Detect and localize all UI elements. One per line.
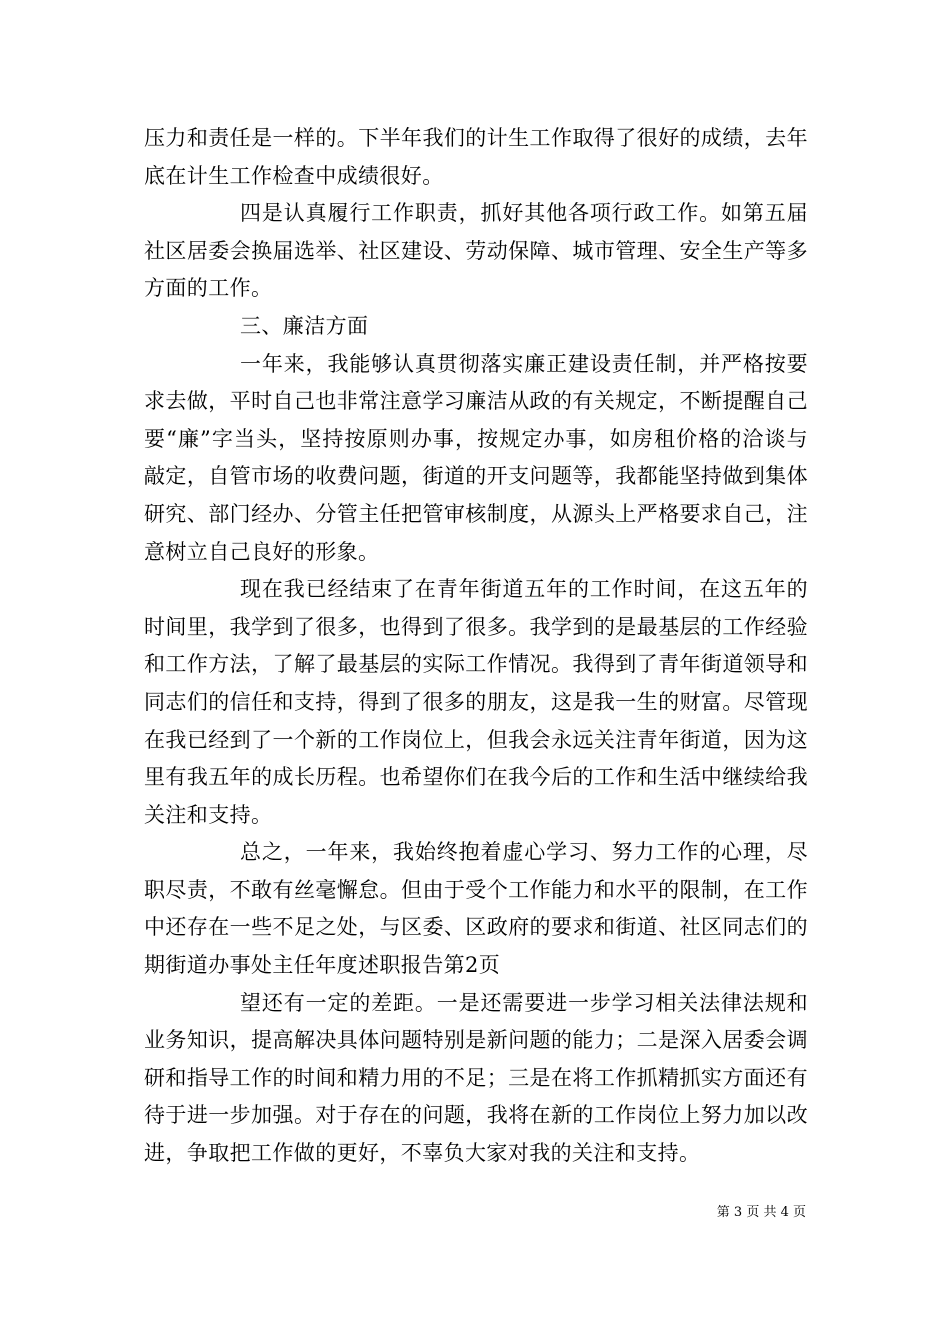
page-number-footer: 第 3 页 共 4 页 (716, 1205, 806, 1220)
paragraph-five-years: 现在我已经结束了在青年街道五年的工作时间，在这五年的时间里，我学到了很多，也得到了很多。我学到的是最基层的工作经验和工作方法，了解了最基层的实际工作情况。我得到了青年街道领导和同志们的信任和支持，得到了很多的朋友，这是我一生的财富。尽管现在我已经到了一个新的工作岗位上，但我会永远关注青年街道，因为这里有我五年的成长历程。也希望你们在我今后的工作和生活中继续给我关注和支持。 (144, 577, 808, 827)
section-heading-integrity: 三、廉洁方面 (240, 313, 369, 338)
document-body (144, 120, 808, 1173)
paragraph-integrity: 一年来，我能够认真贯彻落实廉正建设责任制，并严格按要求去做，平时自己也非常注意学习廉洁从政的有关规定，不断提醒自己要“廉”字当头，坚持按原则办事，按规定办事，如房租价格的洽谈与敲定，自管市场的收费问题，街道的开支问题等，我都能坚持做到集体研究、部门经办、分管主任把管审核制度，从源头上严格要求自己，注意树立自己良好的形象。 (144, 351, 808, 564)
paragraph-shortcomings: 望还有一定的差距。一是还需要进一步学习相关法律法规和业务知识，提高解决具体问题特别是新问题的能力；二是深入居委会调研和指导工作的时间和精力用的不足；三是在将工作抓精抓实方面还有待于进一步加强。对于存在的问题，我将在新的工作岗位上努力加以改进，争取把工作做的更好，不辜负大家对我的关注和支持。 (144, 990, 808, 1166)
paragraph-continuation: 压力和责任是一样的。下半年我们的计生工作取得了很好的成绩，去年底在计生工作检查中成绩很好。 (144, 126, 808, 188)
paragraph-item-four: 四是认真履行工作职责，抓好其他各项行政工作。如第五届社区居委会换届选举、社区建设、劳动保障、城市管理、安全生产等多方面的工作。 (144, 201, 808, 301)
paragraph-summary: 总之，一年来，我始终抱着虚心学习、努力工作的心理，尽职尽责，不敢有丝毫懈怠。但由于受个工作能力和水平的限制，在工作中还存在一些不足之处，与区委、区政府的要求和街道、社区同志们的期街道办事处主任年度述职报告第2页 (144, 840, 808, 978)
